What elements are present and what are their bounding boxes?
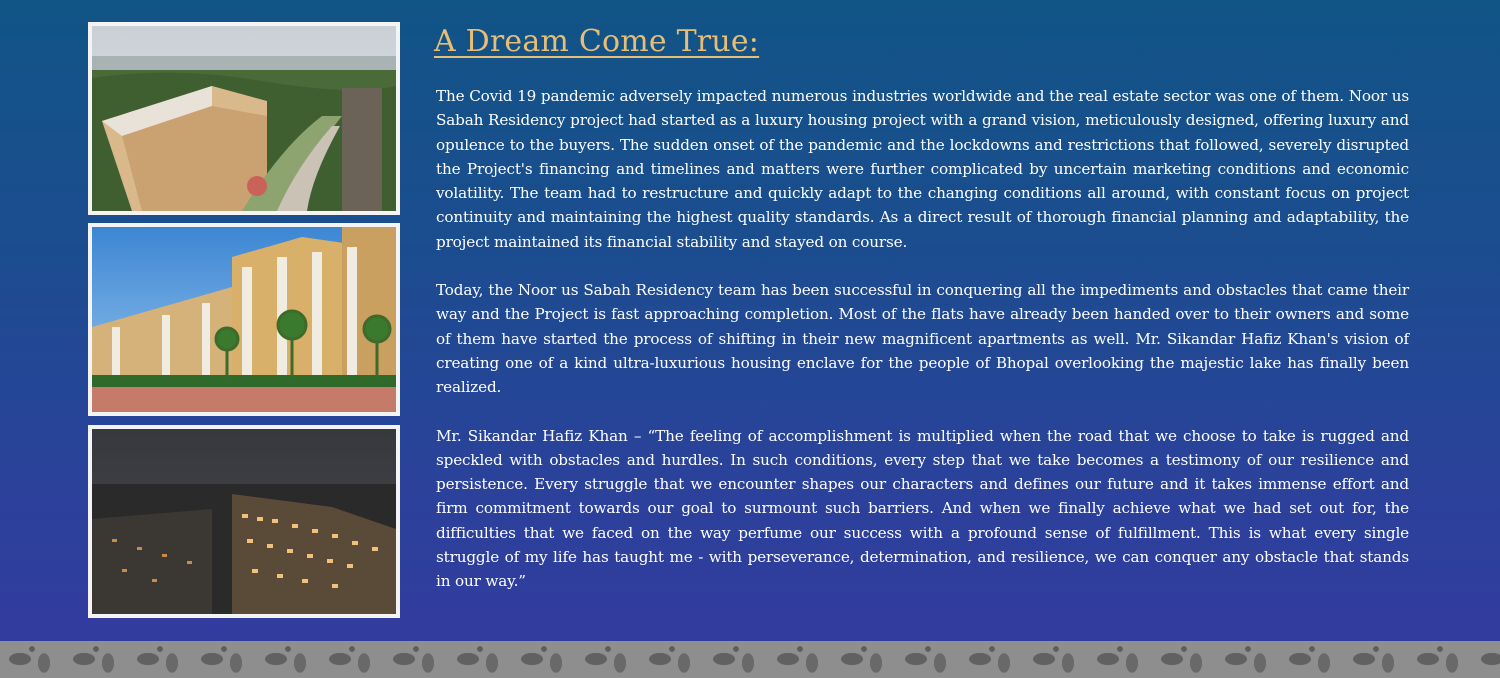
paragraph-project-completion: Today, the Noor us Sabah Residency team has been successful in conquering all the impediments and obstacles that came their way and the Project is fast approaching completion. Most of the flats have already been handed over to their owners and some of them have started the process of shifting in their new magnificent apartments as well. Mr. Sikandar Hafiz Khan's vision of creating one of a kind ultra-luxurious housing enclave for the people of Bhopal overlooking the majestic lake has finally been realized. [436,281,1409,397]
article-body [436,84,1409,618]
paragraph-covid-impact: The Covid 19 pandemic adversely impacted numerous industries worldwide and the real estate sector was one of them. Noor us Sabah Residency project had started as a luxury housing project with a grand vision, meticulously designed, offering luxury and opulence to the buyers. The sudden onset of the pandemic and the lockdowns and restrictions that followed, severely disrupted the Project's financing and timelines and matters were further complicated by uncertain marketing conditions and economic volatility. The team had to restructure and quickly adapt to the changing conditions all around, with constant focus on project continuity and maintaining the highest quality standards. As a direct result of thorough financial planning and adaptability, the project maintained its financial stability and stayed on course. [436,87,1409,251]
decorative-footer-pattern [0,641,1500,678]
residency-aerial-photo [88,22,400,215]
page-title: A Dream Come True: [434,24,760,59]
paragraph-founder-quote: Mr. Sikandar Hafiz Khan – “The feeling of accomplishment is multiplied when the road that we choose to take is rugged and speckled with obstacles and hurdles. In such conditions, every step that we take becomes a testimony of our resilience and persistence. Every struggle that we encounter shapes our characters and defines our future and it takes immense effort and firm commitment towards our goal to surmount such barriers. And when we finally achieve what we had set out for, the difficulties that we faced on the way perfume our success with a profound sense of fulfillment. This is what every single struggle of my life has taught me - with perseverance, determination, and resilience, we can conquer any obstacle that stands in our way.” [436,426,1409,591]
residency-facade-photo [88,223,400,416]
residency-night-photo [88,425,400,618]
